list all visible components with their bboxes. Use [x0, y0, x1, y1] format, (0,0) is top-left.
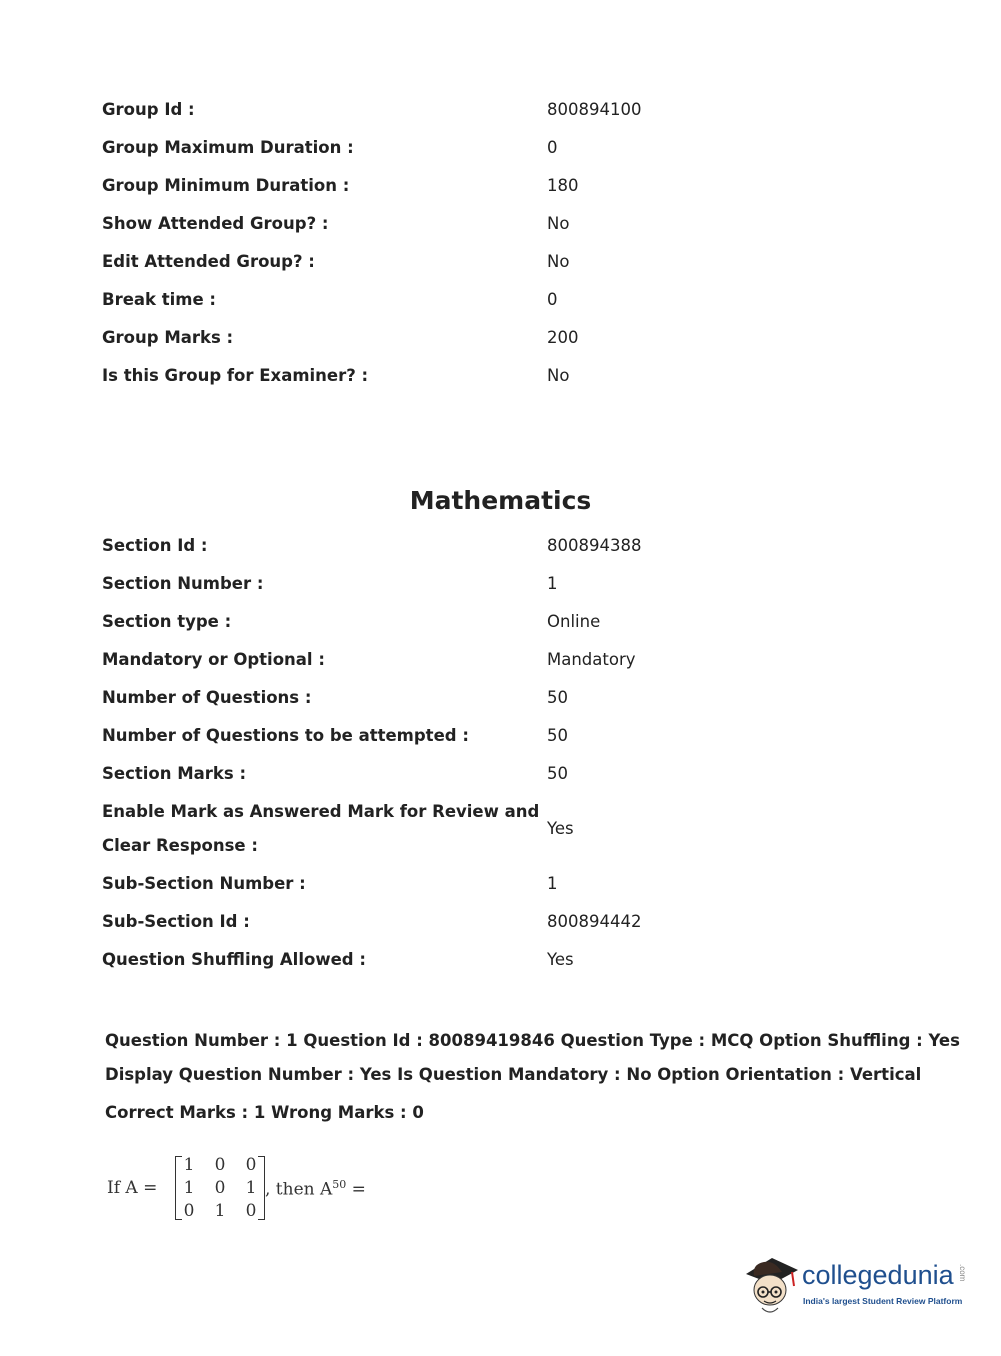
logo-tagline: India's largest Student Review Platform [803, 1296, 963, 1306]
question-meta-line-3: Correct Marks : 1 Wrong Marks : 0 [105, 1103, 424, 1122]
field-label: Break time : [102, 290, 217, 309]
matrix-cell: 0 [245, 1201, 257, 1221]
field-value: 0 [547, 290, 558, 309]
field-value: 50 [547, 688, 568, 707]
field-value: 200 [547, 328, 579, 347]
field-label: Enable Mark as Answered Mark for Review and [102, 802, 540, 821]
field-value: 800894388 [547, 536, 642, 555]
field-value: No [547, 366, 570, 385]
field-label: Show Attended Group? : [102, 214, 329, 233]
matrix-cell: 0 [214, 1155, 226, 1175]
field-label: Question Shuffling Allowed : [102, 950, 366, 969]
matrix-cell: 1 [214, 1201, 226, 1221]
matrix-cell: 0 [214, 1178, 226, 1198]
field-label: Group Id : [102, 100, 195, 119]
field-value: Online [547, 612, 601, 631]
matrix-a [175, 1154, 265, 1220]
field-value: 1 [547, 574, 558, 593]
section-title: Mathematics [409, 486, 592, 515]
field-value: 800894442 [547, 912, 642, 931]
exponent: 50 [332, 1178, 347, 1191]
logo-com: .com [958, 1264, 967, 1282]
question-meta-line-1: Question Number : 1 Question Id : 80089419846 Question Type : MCQ Option Shuffling : Yes [105, 1031, 960, 1050]
question-suffix [265, 1178, 366, 1200]
field-label: Edit Attended Group? : [102, 252, 315, 271]
matrix-cell: 0 [183, 1201, 195, 1221]
suffix-text: , then A [265, 1179, 333, 1200]
field-value: 800894100 [547, 100, 642, 119]
field-label: Section Id : [102, 536, 208, 555]
field-label: Section Number : [102, 574, 264, 593]
collegedunia-logo [742, 1250, 972, 1320]
matrix-cell: 0 [245, 1155, 257, 1175]
field-value: 50 [547, 726, 568, 745]
field-value: Yes [547, 819, 574, 838]
matrix-cell: 1 [183, 1155, 195, 1175]
question-meta-line-2: Display Question Number : Yes Is Question Mandatory : No Option Orientation : Vertical [105, 1065, 922, 1084]
field-label: Number of Questions : [102, 688, 312, 707]
logo-brand: collegedunia [802, 1260, 954, 1290]
field-value: 0 [547, 138, 558, 157]
mascot-icon [742, 1250, 800, 1318]
field-value: 1 [547, 874, 558, 893]
field-label: Is this Group for Examiner? : [102, 366, 369, 385]
field-label: Mandatory or Optional : [102, 650, 325, 669]
matrix-cell: 1 [245, 1178, 257, 1198]
field-value: 50 [547, 764, 568, 783]
field-value: No [547, 252, 570, 271]
field-label: Group Minimum Duration : [102, 176, 350, 195]
question-prefix: If A = [107, 1178, 158, 1198]
field-value: Mandatory [547, 650, 636, 669]
field-label: Sub-Section Number : [102, 874, 306, 893]
field-value: No [547, 214, 570, 233]
field-value: 180 [547, 176, 579, 195]
field-label: Section type : [102, 612, 232, 631]
field-label: Section Marks : [102, 764, 247, 783]
field-label-continued: Clear Response : [102, 836, 258, 855]
matrix-cell: 1 [183, 1178, 195, 1198]
field-label: Group Maximum Duration : [102, 138, 354, 157]
field-label: Group Marks : [102, 328, 234, 347]
field-value: Yes [547, 950, 574, 969]
field-label: Sub-Section Id : [102, 912, 250, 931]
equals-sign: = [346, 1179, 366, 1200]
field-label: Number of Questions to be attempted : [102, 726, 469, 745]
